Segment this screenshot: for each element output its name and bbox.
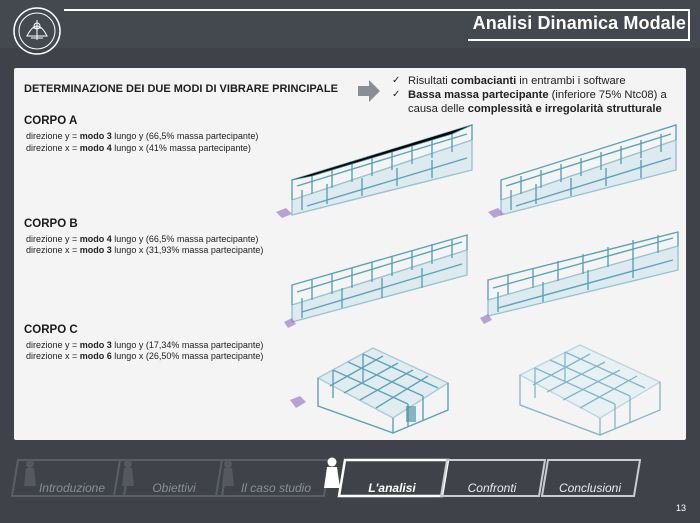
page-title: Analisi Dinamica Modale	[472, 13, 686, 33]
corpo-b-title: CORPO B	[24, 218, 78, 230]
tab-obiettivi[interactable]: Obiettivi	[152, 481, 196, 495]
header-rule	[64, 9, 472, 11]
checkmark-icon: ✓	[392, 89, 401, 100]
tab-introduzione[interactable]: Introduzione	[38, 481, 106, 495]
list-item: ✓ Bassa massa partecipante (inferiore 75% Ntc08) a causa delle complessità e irregolarità strutturale	[392, 89, 667, 115]
corpo-a-mode-x-model	[486, 120, 686, 220]
tab-conclusioni[interactable]: Conclusioni	[558, 481, 622, 495]
corpo-c-direction-y: direzione y = modo 3 lungo y (17,34% massa partecipante)	[26, 340, 264, 350]
university-seal-icon	[12, 6, 62, 56]
corpo-a-direction-y: direzione y = modo 3 lungo y (66,5% massa partecipante)	[26, 131, 259, 141]
corpo-c-direction-x: direzione x = modo 6 lungo x (26,50% massa partecipante)	[26, 351, 264, 361]
tab-confronti[interactable]: Confronti	[467, 481, 517, 495]
arrow-right-icon	[356, 78, 382, 104]
list-item: ✓ Risultati combacianti in entrambi i software	[392, 75, 626, 87]
corpo-a-mode-y-model	[272, 120, 482, 220]
tab-il-caso-studio[interactable]: Il caso studio	[240, 481, 312, 495]
findings-list	[392, 74, 684, 116]
corpo-b-direction-x: direzione x = modo 3 lungo x (31,93% massa partecipante)	[26, 245, 264, 255]
section-heading: DETERMINAZIONE DEI DUE MODI DI VIBRARE PRINCIPALE	[24, 83, 338, 95]
corpo-a-title: CORPO A	[24, 115, 78, 127]
tab-analisi[interactable]: L'analisi	[368, 481, 416, 495]
checkmark-icon: ✓	[392, 75, 401, 86]
corpo-c-mode-x-model	[495, 330, 670, 438]
corpo-a-direction-x: direzione x = modo 4 lungo x (41% massa partecipante)	[26, 143, 251, 153]
corpo-b-mode-y-model	[282, 230, 472, 330]
corpo-c-mode-y-model	[288, 328, 463, 436]
corpo-b-direction-y: direzione y = modo 4 lungo y (66,5% massa partecipante)	[26, 234, 259, 244]
corpo-b-mode-x-model	[478, 228, 686, 328]
corpo-c-title: CORPO C	[24, 324, 78, 336]
page-number: 13	[675, 503, 686, 513]
